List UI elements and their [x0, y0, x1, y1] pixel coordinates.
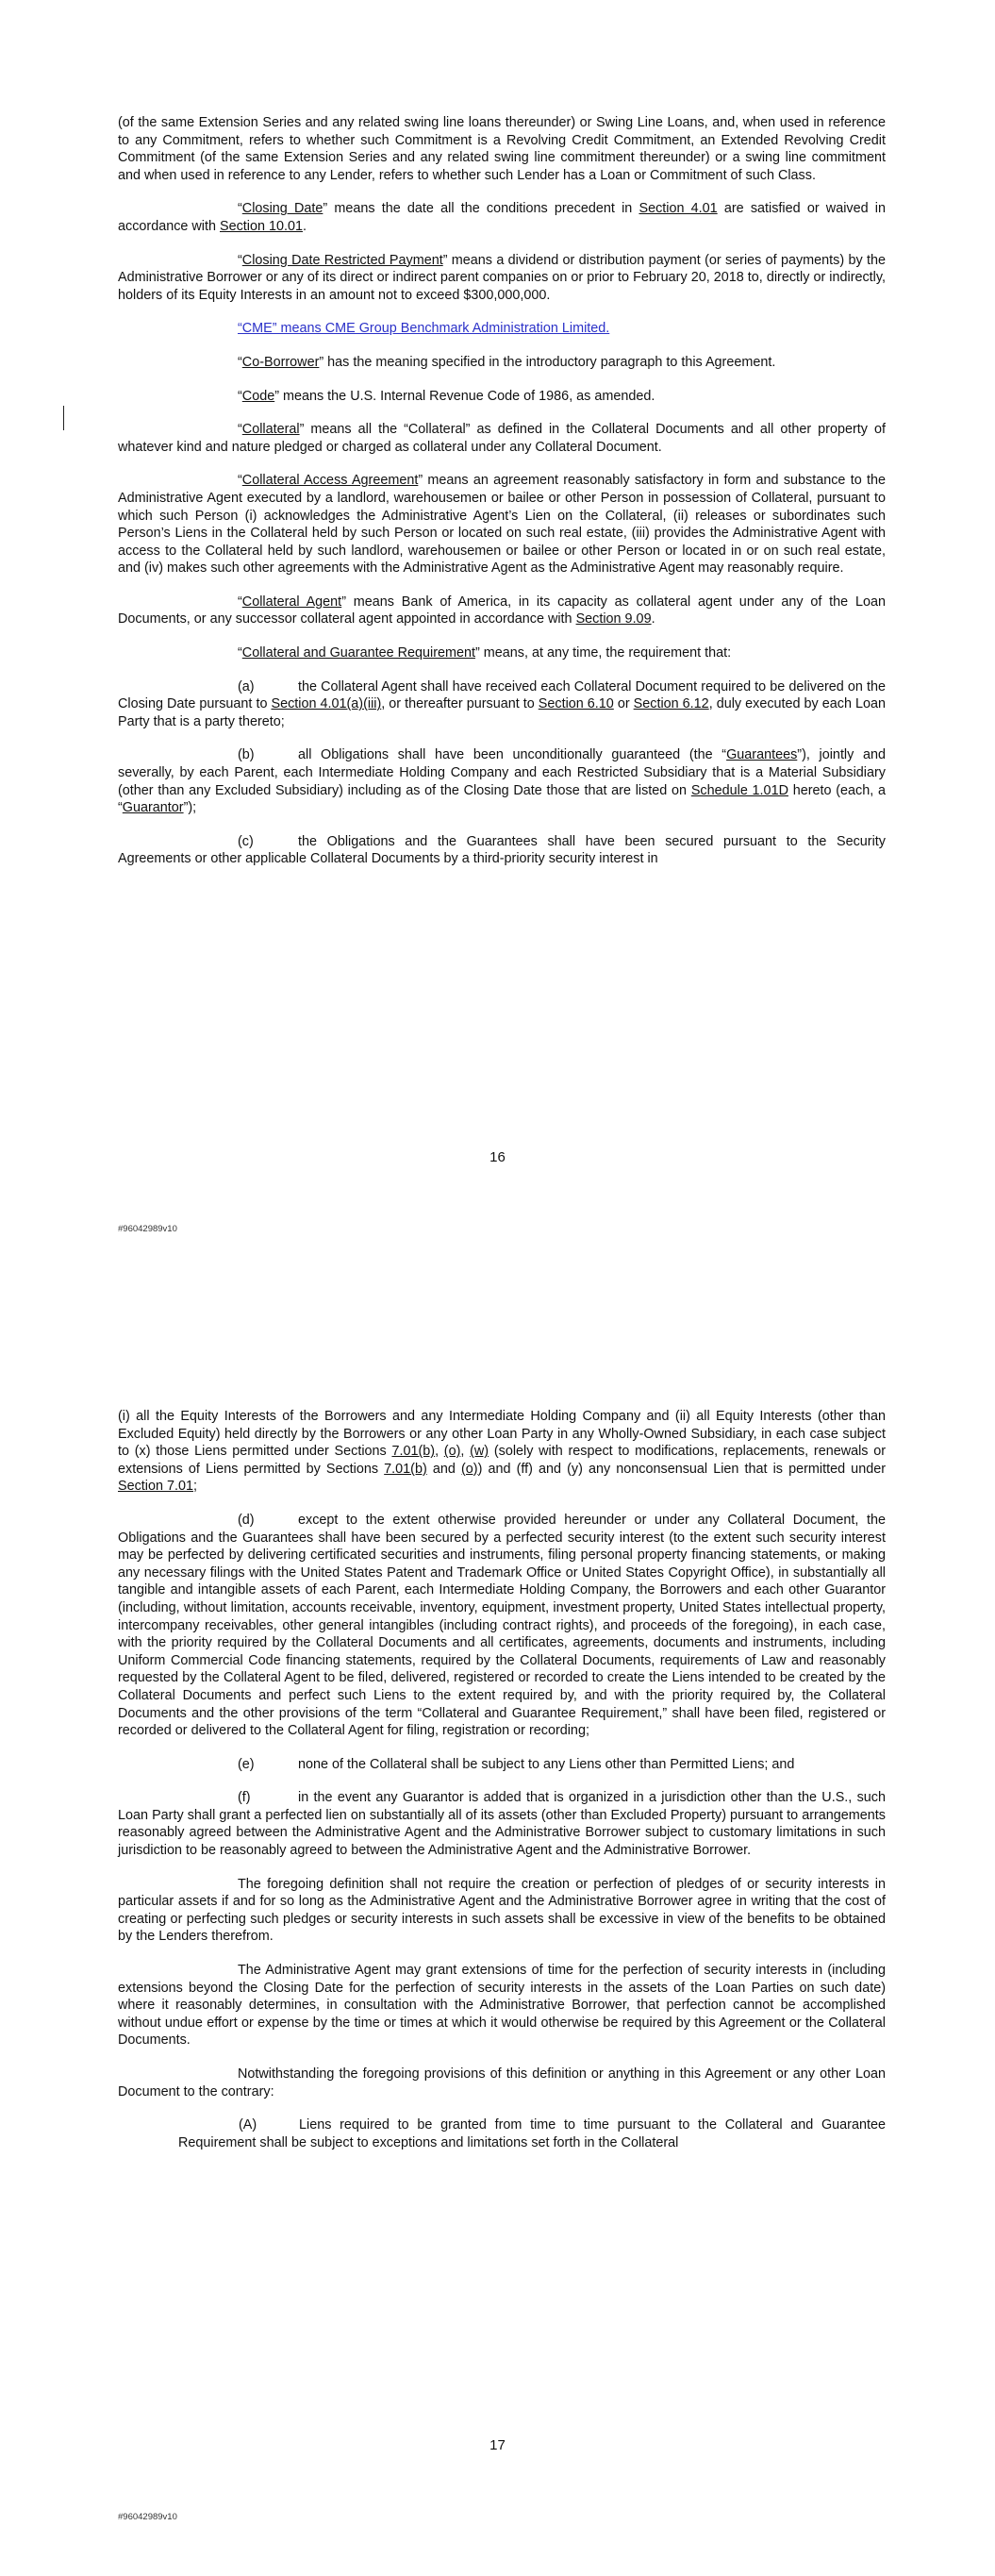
- page-17-body: [118, 1408, 886, 2151]
- section-reference[interactable]: Section 6.12: [633, 696, 709, 712]
- definition-cme-inserted: [118, 320, 886, 338]
- definition-closing-date: “Closing Date” means the date all the conditions precedent in Section 4.01 are satisfied or waived in accordance with Section 10.01.: [118, 201, 886, 234]
- definition-code: “Code” means the U.S. Internal Revenue Code of 1986, as amended.: [238, 388, 655, 404]
- defined-term: Collateral and Guarantee Requirement: [241, 645, 475, 661]
- clause-b: (b) all Obligations shall have been unconditionally guaranteed (the “Guarantees”), jointly and severally, by each Parent, each Intermediate Holding Company and each Restricted Subsidiary that is a Material Subsidiary (other than any Excluded Subsidiary) including as of the Closing Date those that are listed on Schedule 1.01D hereto (each, a “Guarantor”);: [118, 747, 886, 816]
- clause-label: (A): [239, 2117, 257, 2133]
- section-reference[interactable]: Section 7.01: [118, 1479, 194, 1495]
- defined-term: Collateral: [241, 422, 300, 438]
- page-16-body: [118, 114, 886, 868]
- defined-term: Collateral Agent: [241, 594, 342, 610]
- clause-label: (b): [238, 747, 255, 763]
- section-reference[interactable]: 7.01(b): [384, 1461, 427, 1477]
- section-reference[interactable]: 7.01(b): [391, 1444, 436, 1460]
- paragraph-notwithstanding: Notwithstanding the foregoing provisions of this definition or anything in this Agreement or any other Loan Document to the contrary:: [118, 2066, 886, 2099]
- clause-A: (A) Liens required to be granted from time to time pursuant to the Collateral and Guarantee Requirement shall be subject to exceptions and limitations set forth in the Collateral: [178, 2117, 886, 2150]
- clause-c: (c) the Obligations and the Guarantees shall have been secured pursuant to the Security Agreements or other applicable Collateral Documents by a third-priority security interest in: [118, 833, 886, 867]
- clause-d: (d) except to the extent otherwise provided hereunder or under any Collateral Document, the Obligations and the Guarantees shall have been secured by a perfected security interest (to the extent such security interest may be perfected by delivering certificated securities and instruments, filing personal property financing statements, or making any necessary filings with the United States Patent and Trademark Office or United States Copyright Office), in substantially all tangible and intangible assets of each Parent, each Intermediate Holding Company, the Borrowers and each other Guarantor (including, without limitation, accounts receivable, inventory, equipment, investment property, United States intellectual property, intercompany receivables, other general intangibles (including contract rights), and proceeds of the foregoing), in each case, with the priority required by the Collateral Documents and all certificates, agreements, documents and instruments, including Uniform Commercial Code financing statements, required by the Collateral Documents, requirements of Law and reasonably requested by the Collateral Agent to be filed, delivered, registered or recorded to create the Liens intended to be created by the Collateral Documents and perfect such Liens to the extent required by, and with the priority required by, the Collateral Documents and the other provisions of the term “Collateral and Guarantee Requirement,” shall have been filed, registered or recorded or delivered to the Collateral Agent for filing, registration or recording;: [118, 1512, 886, 1739]
- defined-term: Code: [241, 388, 275, 404]
- page-number: 17: [489, 2437, 506, 2453]
- defined-term: Guarantees: [726, 747, 798, 763]
- page-number: 16: [489, 1149, 506, 1165]
- paragraph-extensions: The Administrative Agent may grant extensions of time for the perfection of security interests in (including extensions beyond the Closing Date for the perfection of security interests in the assets of the Loan Parties on such date) where it reasonably determines, in consultation with the Administrative Borrower, that perfection cannot be accomplished without undue effort or expense by the time or times at which it would otherwise be required by this Agreement or the Collateral Documents.: [118, 1963, 886, 2049]
- defined-term: Collateral Access Agreement: [241, 473, 419, 489]
- section-reference[interactable]: Section 10.01: [220, 218, 304, 234]
- page-17: [0, 1288, 995, 2576]
- section-reference[interactable]: Section 4.01(a)(iii): [271, 696, 382, 712]
- definition-collateral-access-agreement: “Collateral Access Agreement” means an agreement reasonably satisfactory in form and substance to the Administrative Agent executed by a landlord, warehousemen or bailee or other Person in possession of Collateral, pursuant to which such Person (i) acknowledges the Administrative Agent’s Lien on the Collateral, (ii) releases or subordinates such Person’s Liens in the Collateral held by such Person or located on such real estate, (iii) provides the Administrative Agent with access to the Collateral held by such landlord, warehousemen or bailee or other Person or located in or on such real estate, and (iv) makes such other agreements with the Administrative Agent as the Administrative Agent may reasonably require.: [118, 473, 886, 577]
- clause-a: (a) the Collateral Agent shall have received each Collateral Document required to be delivered on the Closing Date pursuant to Section 4.01(a)(iii), or thereafter pursuant to Section 6.10 or Section 6.12, duly executed by each Loan Party that is a party thereto;: [118, 678, 887, 729]
- defined-term: Co-Borrower: [241, 354, 320, 370]
- clause-label: (f): [238, 1790, 251, 1806]
- inserted-text: “CME” means CME Group Benchmark Administration Limited.: [238, 321, 610, 337]
- clause-f: (f) in the event any Guarantor is added that is organized in a jurisdiction other than the U.S., such Loan Party shall grant a perfected lien on substantially all of its assets (other than Excluded Property) pursuant to arrangements reasonably agreed between the Administrative Agent and the Administrative Borrower subject to customary limitations in such jurisdiction to be reasonably agreed to between the Administrative Agent and the Administrative Borrower.: [118, 1790, 886, 1859]
- paragraph-foregoing-definition: The foregoing definition shall not require the creation or perfection of pledges of or security interests in particular assets if and for so long as the Administrative Agent and the Administrative Borrower agree in writing that the cost of creating or perfecting such pledges or security interests in such assets shall be excessive in view of the benefits to be obtained by the Lenders therefrom.: [118, 1876, 886, 1945]
- definition-collateral-agent: “Collateral Agent” means Bank of America, in its capacity as collateral agent under any of the Loan Documents, or any successor collateral agent appointed in accordance with Section 9.09.: [118, 594, 886, 627]
- clause-label: (c): [238, 833, 254, 849]
- document-id: #96042989v10: [118, 1224, 177, 1234]
- definition-collateral-and-guarantee-requirement: “Collateral and Guarantee Requirement” means, at any time, the requirement that:: [238, 645, 732, 661]
- document-id: #96042989v10: [118, 2512, 177, 2522]
- definition-closing-date-restricted-payment: “Closing Date Restricted Payment” means a dividend or distribution payment (or series of payments) by the Administrative Borrower or any of its direct or indirect parent companies on or prior to February 20, 2018 to, directly or indirectly, holders of its Equity Interests in an amount not to exceed $300,000,000.: [118, 252, 886, 303]
- clause-label: (e): [238, 1756, 255, 1772]
- defined-term: Closing Date: [241, 201, 323, 217]
- clause-c-continuation: (i) all the Equity Interests of the Borrowers and any Intermediate Holding Company and (ii) all Equity Interests (other than Excluded Equity) held directly by the Borrowers or any other Loan Party in any Wholly-Owned Subsidiary, in each case subject to (x) those Liens permitted under Sections 7.01(b), (o), (w) (solely with respect to modifications, replacements, renewals or extensions of Liens permitted by Sections 7.01(b) and (o)) and (ff) and (y) any nonconsensual Lien that is permitted under Section 7.01;: [118, 1409, 887, 1495]
- schedule-reference[interactable]: Schedule 1.01D: [690, 782, 788, 798]
- clause-label: (d): [238, 1512, 255, 1528]
- section-reference[interactable]: Section 6.10: [538, 696, 614, 712]
- section-reference[interactable]: (o): [461, 1461, 478, 1477]
- section-reference[interactable]: Section 4.01: [638, 201, 718, 217]
- section-reference[interactable]: (o): [443, 1444, 461, 1460]
- section-reference[interactable]: Section 9.09: [575, 611, 652, 627]
- defined-term: Closing Date Restricted Payment: [241, 252, 443, 268]
- clause-label: (a): [238, 678, 255, 694]
- clause-e: (e) none of the Collateral shall be subject to any Liens other than Permitted Liens; and: [238, 1756, 795, 1772]
- definition-co-borrower: “Co-Borrower” has the meaning specified in the introductory paragraph to this Agreement.: [238, 354, 776, 370]
- defined-term: Guarantor: [122, 800, 184, 816]
- definition-collateral: “Collateral” means all the “Collateral” as defined in the Collateral Documents and all other property of whatever kind and nature pledged or charged as collateral under any Collateral Document.: [118, 422, 886, 455]
- section-reference[interactable]: (w): [470, 1444, 489, 1460]
- change-bar: [63, 406, 64, 430]
- paragraph-class-continuation: (of the same Extension Series and any related swing line loans thereunder) or Swing Line Loans, and, when used in reference to any Commitment, refers to whether such Commitment is a Revolving Credit Commitment, an Extended Revolving Credit Commitment (of the same Extension Series and any related swing line commitment thereunder) or a swing line commitment and when used in reference to any Lender, refers to whether such Lender has a Loan or Commitment of such Class.: [118, 115, 886, 183]
